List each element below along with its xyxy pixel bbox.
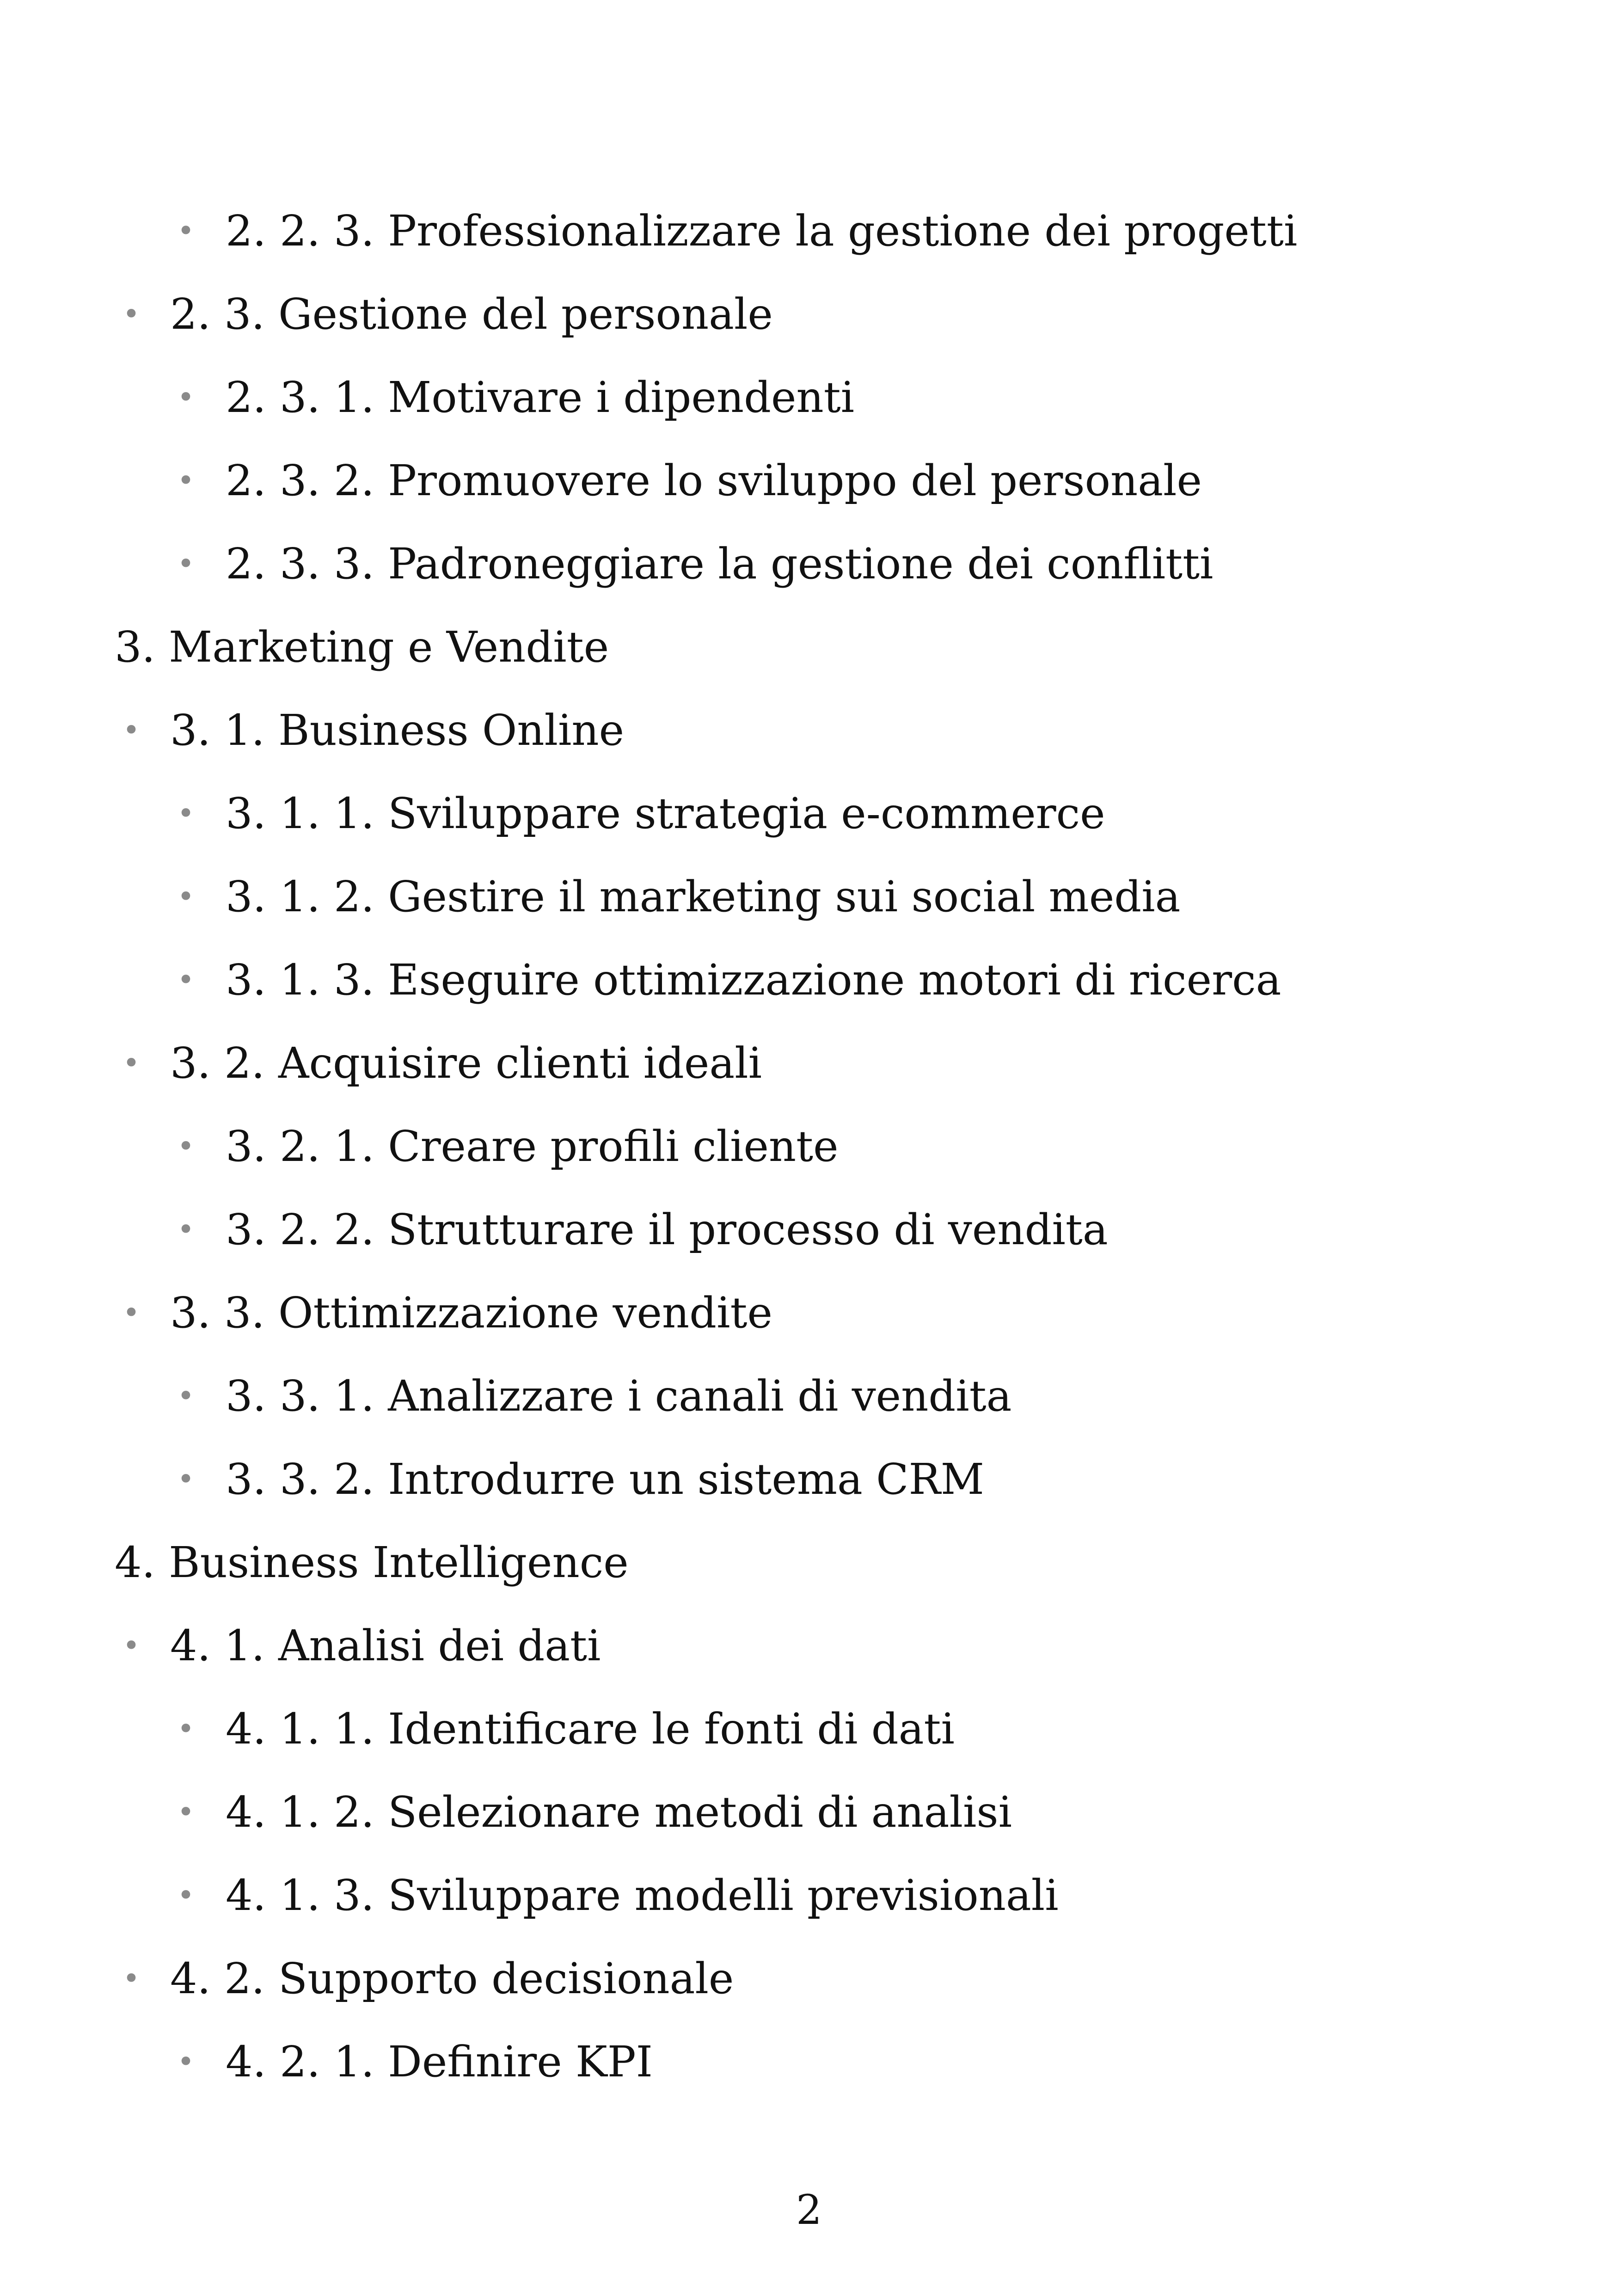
bullet-icon: •: [123, 1629, 140, 1663]
outline-item-label: 4. 2. Supporto decisionale: [170, 1954, 734, 2003]
outline-item-label: 3. 1. 1. Sviluppare strategia e-commerce: [226, 789, 1105, 838]
outline-item-label: 4. 2. 1. Definire KPI: [226, 2037, 653, 2087]
outline-item-label: 4. 1. Analisi dei dati: [170, 1621, 601, 1670]
bullet-icon: •: [177, 797, 195, 831]
bullet-icon: •: [177, 547, 195, 581]
outline-item-label: 3. 2. 1. Creare profili cliente: [226, 1122, 839, 1171]
outline-item-label: 4. 1. 2. Selezionare metodi di analisi: [226, 1787, 1012, 1837]
bullet-icon: •: [123, 1962, 140, 1996]
bullet-icon: •: [177, 1379, 195, 1413]
bullet-icon: •: [177, 381, 195, 415]
outline-item-label: 3. Marketing e Vendite: [115, 622, 609, 672]
outline-item-label: 2. 3. Gestione del personale: [170, 289, 773, 339]
outline-item-label: 4. 1. 1. Identificare le fonti di dati: [226, 1704, 955, 1754]
outline-item-label: 2. 3. 2. Promuovere lo sviluppo del personale: [226, 456, 1202, 505]
bullet-icon: •: [177, 1795, 195, 1829]
bullet-icon: •: [177, 1213, 195, 1247]
outline-item-label: 2. 2. 3. Professionalizzare la gestione dei progetti: [226, 206, 1298, 256]
outline-item-label: 2. 3. 3. Padroneggiare la gestione dei conflitti: [226, 539, 1214, 589]
outline-item-label: 3. 2. Acquisire clienti ideali: [170, 1038, 762, 1088]
outline-item-label: 3. 1. Business Online: [170, 706, 625, 755]
outline-item-label: 4. Business Intelligence: [115, 1538, 629, 1587]
bullet-icon: •: [177, 880, 195, 914]
bullet-icon: •: [177, 1712, 195, 1746]
bullet-icon: •: [123, 1046, 140, 1080]
bullet-icon: •: [123, 1296, 140, 1330]
bullet-icon: •: [123, 297, 140, 332]
bullet-icon: •: [177, 963, 195, 997]
bullet-icon: •: [177, 1879, 195, 1913]
outline-item-label: 3. 3. 2. Introdurre un sistema CRM: [226, 1455, 984, 1504]
bullet-icon: •: [177, 1130, 195, 1164]
outline-item-label: 3. 2. 2. Strutturare il processo di vendita: [226, 1205, 1108, 1254]
page-number: 2: [796, 2186, 822, 2234]
outline-item-label: 3. 3. Ottimizzazione vendite: [170, 1288, 772, 1338]
outline-item-label: 2. 3. 1. Motivare i dipendenti: [226, 373, 855, 422]
bullet-icon: •: [177, 464, 195, 498]
bullet-icon: •: [123, 713, 140, 748]
outline-item-label: 3. 3. 1. Analizzare i canali di vendita: [226, 1371, 1012, 1421]
outline-item-label: 3. 1. 3. Eseguire ottimizzazione motori di ricerca: [226, 955, 1281, 1005]
outline-item-label: 3. 1. 2. Gestire il marketing sui social media: [226, 872, 1181, 921]
outline-item-label: 4. 1. 3. Sviluppare modelli previsionali: [226, 1871, 1059, 1920]
bullet-icon: •: [177, 214, 195, 248]
bullet-icon: •: [177, 1462, 195, 1497]
bullet-icon: •: [177, 2045, 195, 2079]
